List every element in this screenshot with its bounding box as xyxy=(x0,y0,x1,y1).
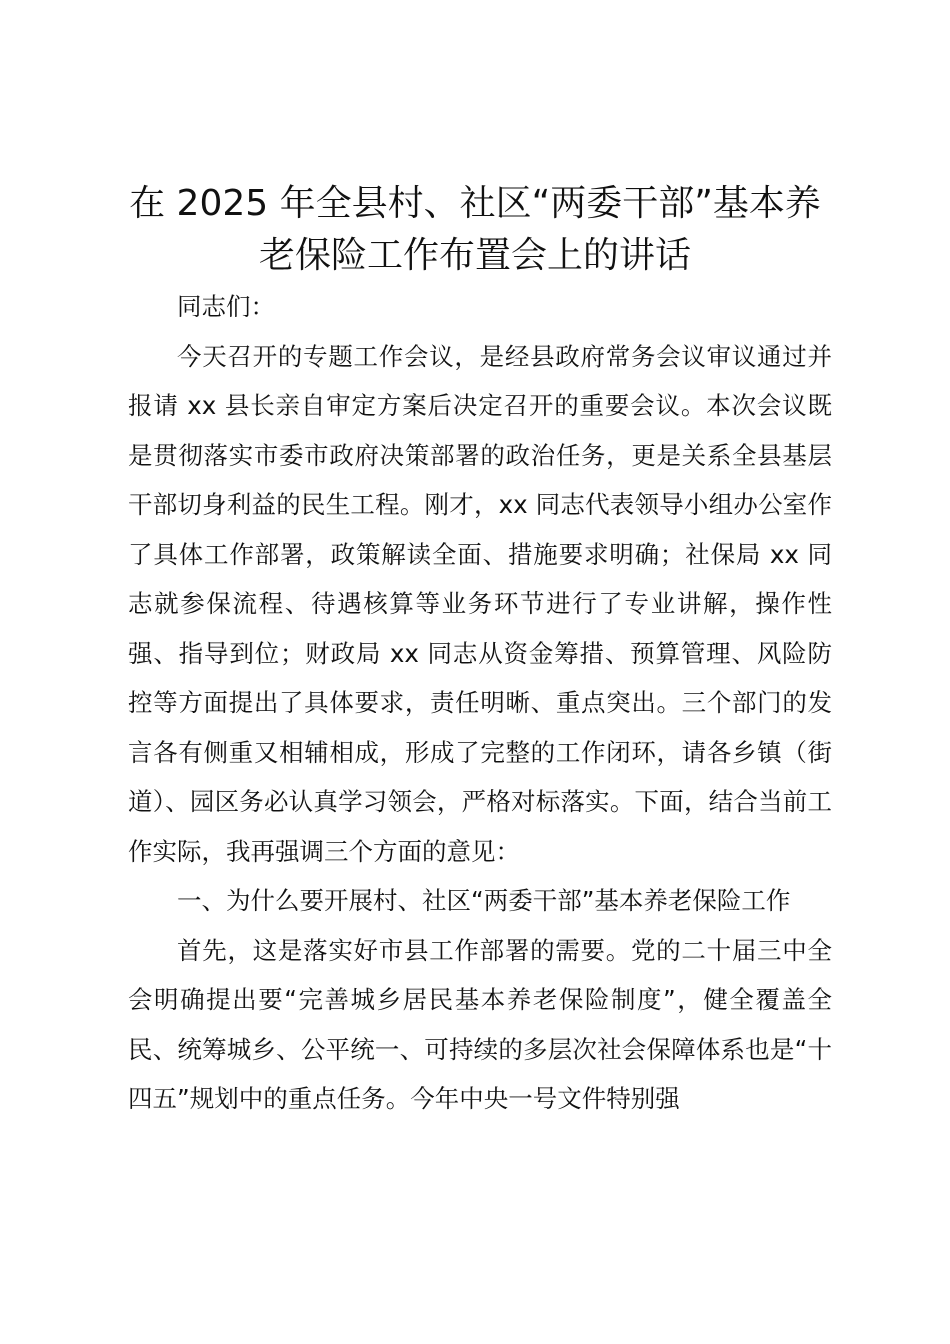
document-title xyxy=(110,178,840,282)
section-heading-1: 一、为什么要开展村、社区“两委干部”基本养老保险工作 xyxy=(177,886,791,915)
title-line-2: 老保险工作布置会上的讲话 xyxy=(258,235,691,276)
paragraph-intro: 今天召开的专题工作会议，是经县政府常务会议审议通过并报请 xx 县长亲自审定方案后决定召开的重要会议。本次会议既是贯彻落实市委市政府决策部署的政治任务，更是关系全县基层干部切身利益的民生工程。刚才，xx 同志代表领导小组办公室作了具体工作部署，政策解读全面、措施要求明确；社保局 xx 同志就参保流程、待遇核算等业务环节进行了专业讲解，操作性强、指导到位；财政局 xx 同志从资金筹措、预算管理、风险防控等方面提出了具体要求，责任明晰、重点突出。三个部门的发言各有侧重又相辅相成，形成了完整的工作闭环，请各乡镇（街道）、园区务必认真学习领会，严格对标落实。下面，结合当前工作实际，我再强调三个方面的意见： xyxy=(128,341,832,866)
paragraph-first-reason: 首先，这是落实好市县工作部署的需要。党的二十届三中全会明确提出要“完善城乡居民基本养老保险制度”，健全覆盖全民、统筹城乡、公平统一、可持续的多层次社会保障体系也是“十四五”规划中的重点任务。今年中央一号文件特别强 xyxy=(128,935,832,1113)
salutation: 同志们： xyxy=(177,292,275,321)
document-body xyxy=(128,282,832,1124)
title-line-1: 在 2025 年全县村、社区“两委干部”基本养 xyxy=(129,183,821,224)
